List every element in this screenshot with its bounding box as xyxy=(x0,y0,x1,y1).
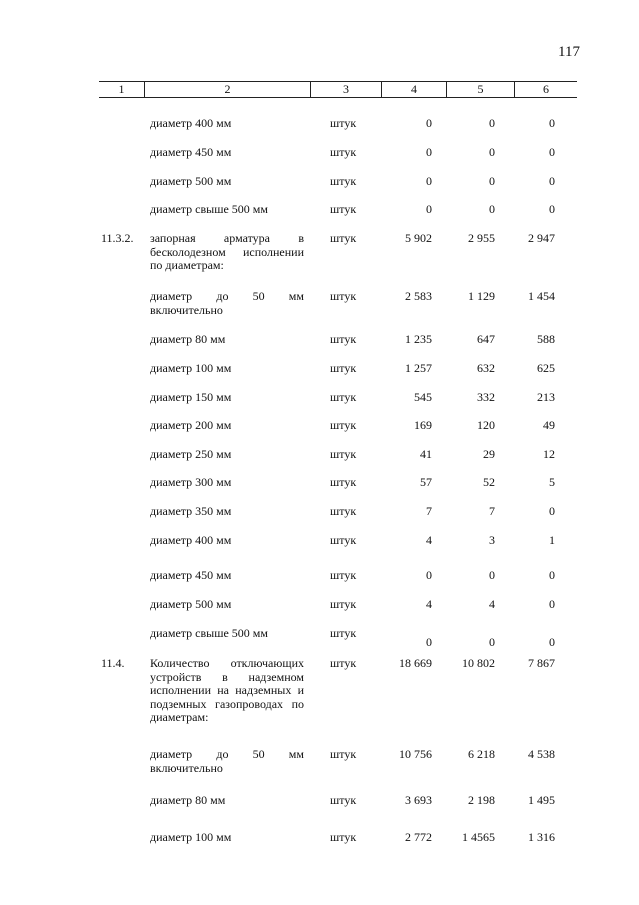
row-name: диаметр 500 мм xyxy=(150,174,232,188)
row-name: диаметр 80 мм xyxy=(150,793,226,807)
row-unit: штук xyxy=(330,504,357,518)
row-unit: штук xyxy=(330,533,357,547)
row-name: диаметр 400 мм xyxy=(150,116,232,130)
row-number: 11.4. xyxy=(101,656,125,670)
row-value-4: 2 583 xyxy=(405,289,432,303)
row-name: диаметр 250 мм xyxy=(150,447,232,461)
row-unit: штук xyxy=(330,332,357,346)
row-name: диаметр свыше 500 мм xyxy=(150,626,268,640)
row-value-4: 4 xyxy=(426,597,432,611)
row-name: диаметр 450 мм xyxy=(150,568,232,582)
row-value-5: 647 xyxy=(477,332,495,346)
row-value-4: 0 xyxy=(426,116,432,130)
row-value-5: 0 xyxy=(489,635,495,649)
row-value-5: 2 955 xyxy=(468,231,495,245)
row-unit: штук xyxy=(330,116,357,130)
row-value-6: 625 xyxy=(537,361,555,375)
row-name: диаметр 450 мм xyxy=(150,145,232,159)
row-number: 11.3.2. xyxy=(101,231,134,245)
row-value-5: 632 xyxy=(477,361,495,375)
row-value-6: 49 xyxy=(543,418,555,432)
row-value-5: 7 xyxy=(489,504,495,518)
row-name: диаметр до 50 мм включительно xyxy=(150,747,304,775)
row-name: запорная арматура в бесколодезном исполнении по диаметрам: xyxy=(150,231,304,272)
row-value-5: 1 129 xyxy=(468,289,495,303)
row-value-6: 5 xyxy=(549,475,555,489)
row-value-6: 4 538 xyxy=(528,747,555,761)
row-value-5: 1 4565 xyxy=(462,830,495,844)
row-name: диаметр 100 мм xyxy=(150,830,232,844)
column-header-2: 2 xyxy=(145,82,311,97)
row-value-5: 29 xyxy=(483,447,495,461)
row-value-4: 0 xyxy=(426,635,432,649)
row-value-4: 169 xyxy=(414,418,432,432)
row-name: диаметр 400 мм xyxy=(150,533,232,547)
row-value-6: 0 xyxy=(549,504,555,518)
row-value-4: 545 xyxy=(414,390,432,404)
row-value-4: 1 257 xyxy=(405,361,432,375)
table-header-row xyxy=(99,81,577,98)
row-value-5: 10 802 xyxy=(462,656,495,670)
row-unit: штук xyxy=(330,475,357,489)
row-value-4: 7 xyxy=(426,504,432,518)
row-unit: штук xyxy=(330,231,357,245)
column-header-3: 3 xyxy=(311,82,382,97)
row-value-4: 0 xyxy=(426,202,432,216)
row-value-5: 332 xyxy=(477,390,495,404)
row-unit: штук xyxy=(330,626,357,640)
row-name: диаметр 200 мм xyxy=(150,418,232,432)
row-value-4: 57 xyxy=(420,475,432,489)
row-value-4: 3 693 xyxy=(405,793,432,807)
row-unit: штук xyxy=(330,747,357,761)
row-name: диаметр 150 мм xyxy=(150,390,232,404)
row-value-5: 120 xyxy=(477,418,495,432)
row-value-6: 0 xyxy=(549,202,555,216)
row-unit: штук xyxy=(330,174,357,188)
row-unit: штук xyxy=(330,202,357,216)
row-value-6: 0 xyxy=(549,568,555,582)
row-unit: штук xyxy=(330,447,357,461)
row-name: диаметр 500 мм xyxy=(150,597,232,611)
row-unit: штук xyxy=(330,597,357,611)
row-unit: штук xyxy=(330,418,357,432)
row-name: диаметр свыше 500 мм xyxy=(150,202,268,216)
row-value-6: 7 867 xyxy=(528,656,555,670)
row-value-5: 0 xyxy=(489,145,495,159)
row-value-6: 0 xyxy=(549,145,555,159)
row-value-6: 12 xyxy=(543,447,555,461)
row-value-5: 0 xyxy=(489,568,495,582)
row-value-6: 0 xyxy=(549,116,555,130)
row-name: диаметр 80 мм xyxy=(150,332,226,346)
row-value-4: 5 902 xyxy=(405,231,432,245)
column-header-1: 1 xyxy=(99,82,145,97)
row-name: диаметр 100 мм xyxy=(150,361,232,375)
row-value-4: 4 xyxy=(426,533,432,547)
row-value-5: 2 198 xyxy=(468,793,495,807)
row-value-5: 0 xyxy=(489,116,495,130)
row-unit: штук xyxy=(330,289,357,303)
page-number: 117 xyxy=(558,44,580,60)
row-value-4: 2 772 xyxy=(405,830,432,844)
row-name: Количество отключающих устройств в надземном исполнении на надземных и подземных газопроводах по диаметрам: xyxy=(150,656,304,724)
row-value-5: 52 xyxy=(483,475,495,489)
row-value-6: 1 xyxy=(549,533,555,547)
row-value-6: 1 495 xyxy=(528,793,555,807)
row-value-5: 3 xyxy=(489,533,495,547)
row-value-6: 0 xyxy=(549,635,555,649)
row-value-5: 0 xyxy=(489,202,495,216)
row-value-5: 0 xyxy=(489,174,495,188)
row-value-6: 1 316 xyxy=(528,830,555,844)
row-unit: штук xyxy=(330,568,357,582)
row-value-4: 0 xyxy=(426,174,432,188)
row-value-4: 0 xyxy=(426,568,432,582)
row-value-5: 6 218 xyxy=(468,747,495,761)
column-header-6: 6 xyxy=(543,82,549,96)
row-value-4: 0 xyxy=(426,145,432,159)
row-unit: штук xyxy=(330,390,357,404)
row-value-4: 18 669 xyxy=(399,656,432,670)
row-name: диаметр 300 мм xyxy=(150,475,232,489)
row-unit: штук xyxy=(330,656,357,670)
row-value-6: 588 xyxy=(537,332,555,346)
row-name: диаметр до 50 мм включительно xyxy=(150,289,304,317)
row-unit: штук xyxy=(330,793,357,807)
column-header-4: 4 xyxy=(382,82,447,97)
row-value-4: 10 756 xyxy=(399,747,432,761)
row-unit: штук xyxy=(330,145,357,159)
column-header-5: 5 xyxy=(447,82,515,97)
row-unit: штук xyxy=(330,830,357,844)
row-value-6: 0 xyxy=(549,174,555,188)
row-unit: штук xyxy=(330,361,357,375)
row-value-6: 1 454 xyxy=(528,289,555,303)
row-value-4: 41 xyxy=(420,447,432,461)
row-name: диаметр 350 мм xyxy=(150,504,232,518)
row-value-5: 4 xyxy=(489,597,495,611)
row-value-6: 0 xyxy=(549,597,555,611)
row-value-6: 213 xyxy=(537,390,555,404)
row-value-4: 1 235 xyxy=(405,332,432,346)
row-value-6: 2 947 xyxy=(528,231,555,245)
